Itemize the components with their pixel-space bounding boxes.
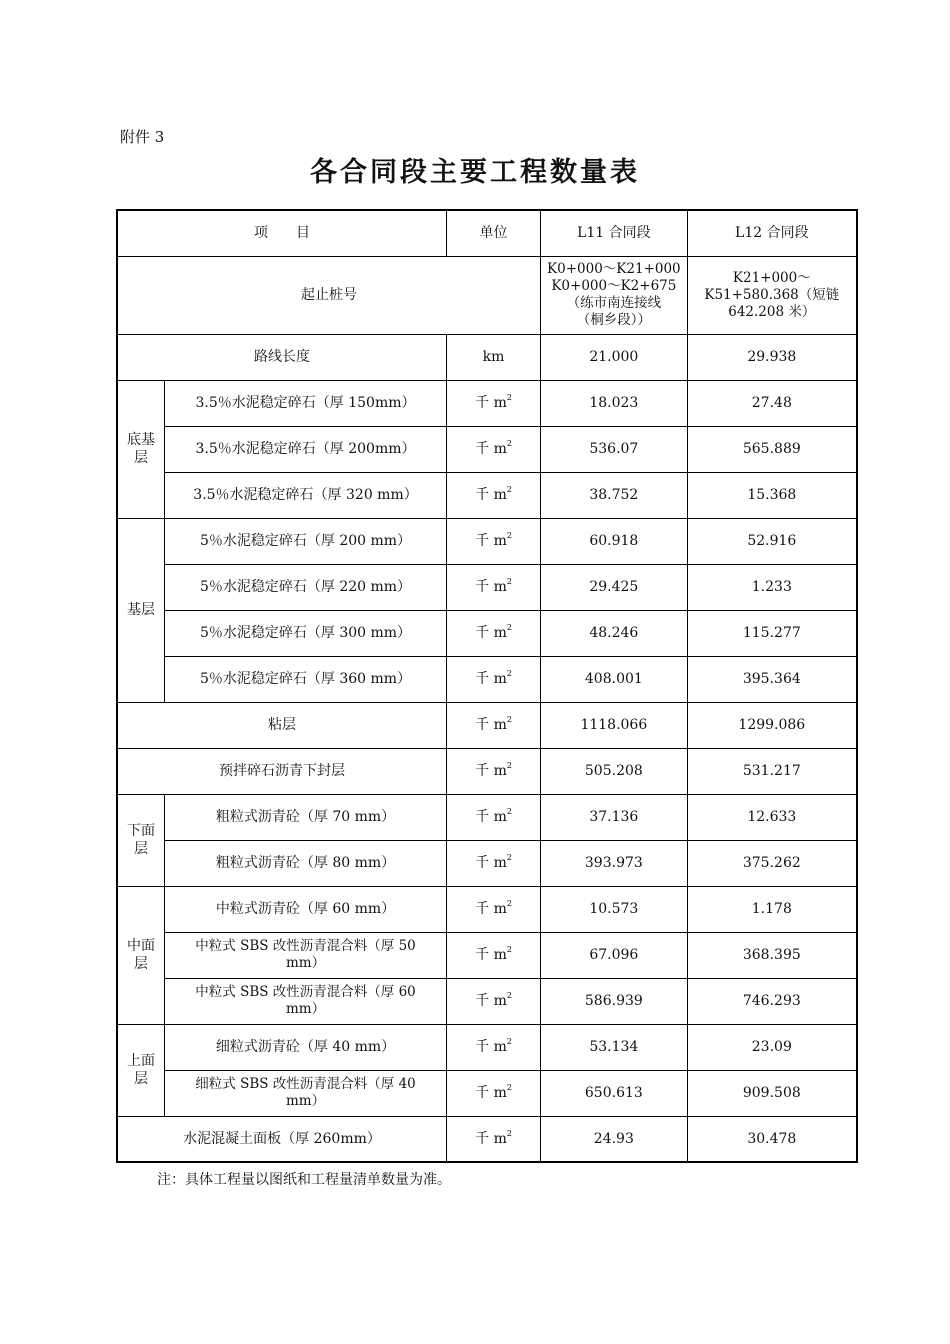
- unit-cell: [447, 656, 541, 702]
- header-l11: L11 合同段: [541, 210, 688, 256]
- unit-cell: [447, 1116, 541, 1162]
- unit-cell: [447, 518, 541, 564]
- l11-cell: 18.023: [541, 380, 688, 426]
- l12-cell: 15.368: [687, 472, 857, 518]
- table-row: [117, 1070, 857, 1116]
- unit-exponent: 2: [506, 1128, 512, 1138]
- item-cell: 3.5％水泥稳定碎石（厚 200mm）: [165, 426, 447, 472]
- item-cell: 粘层: [117, 702, 447, 748]
- table-row: [117, 794, 857, 840]
- unit-exponent: 2: [506, 393, 512, 402]
- unit-exponent: 2: [506, 899, 512, 908]
- unit-cell: [447, 932, 541, 978]
- unit-cell: [447, 1070, 541, 1116]
- l11-cell: 586.939: [541, 978, 688, 1024]
- item-cell: 细粒式沥青砼（厚 40 mm）: [165, 1024, 447, 1070]
- unit-cell: [447, 840, 541, 886]
- group-subbase: 底基层: [117, 380, 165, 518]
- l12-cell: 531.217: [687, 748, 857, 794]
- unit-text: 千 m: [475, 947, 507, 963]
- unit-text: 千 m: [475, 487, 507, 503]
- table-row: [117, 1024, 857, 1070]
- unit-cell: [447, 886, 541, 932]
- attachment-label: 附件 3: [120, 128, 165, 146]
- length-l12: 29.938: [687, 334, 857, 380]
- unit-exponent: 2: [506, 623, 512, 632]
- unit-exponent: 2: [506, 439, 512, 448]
- l11-cell: 38.752: [541, 472, 688, 518]
- unit-cell: [447, 794, 541, 840]
- unit-exponent: 2: [506, 853, 512, 862]
- item-cell: 中粒式 SBS 改性沥青混合料（厚 50 mm）: [165, 932, 447, 978]
- item-cell: 中粒式沥青砼（厚 60 mm）: [165, 886, 447, 932]
- l12-cell: 368.395: [687, 932, 857, 978]
- unit-text: 千 m: [475, 1039, 507, 1055]
- item-cell: 3.5％水泥稳定碎石（厚 150mm）: [165, 380, 447, 426]
- group-base: 基层: [117, 518, 165, 702]
- footnote: 注：具体工程量以图纸和工程量清单数量为准。: [157, 1172, 451, 1188]
- item-cell: 细粒式 SBS 改性沥青混合料（厚 40 mm）: [165, 1070, 447, 1116]
- unit-exponent: 2: [506, 1037, 512, 1046]
- group-lower: 下面层: [117, 794, 165, 886]
- l12-cell: 1.178: [687, 886, 857, 932]
- unit-cell: [447, 1024, 541, 1070]
- pile-row: [117, 256, 857, 334]
- table-row: [117, 840, 857, 886]
- unit-exponent: 2: [506, 485, 512, 494]
- l12-cell: 23.09: [687, 1024, 857, 1070]
- group-upper: 上面层: [117, 1024, 165, 1116]
- table-row: [117, 748, 857, 794]
- l12-cell: 746.293: [687, 978, 857, 1024]
- unit-exponent: 2: [506, 1083, 512, 1092]
- unit-text: 千 m: [475, 763, 507, 779]
- unit-text: 千 m: [475, 901, 507, 917]
- l11-cell: 60.918: [541, 518, 688, 564]
- unit-exponent: 2: [506, 669, 512, 678]
- unit-text: 千 m: [475, 441, 507, 457]
- pile-l12: K21+000～ K51+580.368（短链 642.208 米）: [687, 256, 857, 334]
- table-row: [117, 426, 857, 472]
- l11-cell: 29.425: [541, 564, 688, 610]
- table-row: [117, 932, 857, 978]
- item-cell: 水泥混凝土面板（厚 260mm）: [117, 1116, 447, 1162]
- unit-text: 千 m: [475, 395, 507, 411]
- unit-text: 千 m: [475, 533, 507, 549]
- length-label: 路线长度: [117, 334, 447, 380]
- table-row: [117, 518, 857, 564]
- l11-cell: 393.973: [541, 840, 688, 886]
- l11-cell: 24.93: [541, 1116, 688, 1162]
- header-item: 项 目: [117, 210, 447, 256]
- unit-cell: [447, 702, 541, 748]
- l11-cell: 536.07: [541, 426, 688, 472]
- l12-cell: 909.508: [687, 1070, 857, 1116]
- header-l12: L12 合同段: [687, 210, 857, 256]
- l11-cell: 505.208: [541, 748, 688, 794]
- l11-cell: 67.096: [541, 932, 688, 978]
- l12-cell: 30.478: [687, 1116, 857, 1162]
- unit-exponent: 2: [506, 945, 512, 954]
- unit-exponent: 2: [506, 807, 512, 816]
- l11-cell: 408.001: [541, 656, 688, 702]
- l12-cell: 565.889: [687, 426, 857, 472]
- l12-cell: 1299.086: [687, 702, 857, 748]
- l11-cell: 10.573: [541, 886, 688, 932]
- l11-cell: 1118.066: [541, 702, 688, 748]
- l12-cell: 1.233: [687, 564, 857, 610]
- item-cell: 5％水泥稳定碎石（厚 360 mm）: [165, 656, 447, 702]
- header-unit: 单位: [447, 210, 541, 256]
- l12-cell: 27.48: [687, 380, 857, 426]
- table-row: [117, 564, 857, 610]
- unit-text: 千 m: [475, 993, 507, 1009]
- item-cell: 中粒式 SBS 改性沥青混合料（厚 60 mm）: [165, 978, 447, 1024]
- unit-text: 千 m: [475, 579, 507, 595]
- item-cell: 5％水泥稳定碎石（厚 220 mm）: [165, 564, 447, 610]
- l11-cell: 53.134: [541, 1024, 688, 1070]
- unit-text: 千 m: [475, 717, 507, 733]
- quantity-table: [116, 209, 858, 1163]
- table-row: [117, 380, 857, 426]
- unit-cell: [447, 610, 541, 656]
- l11-cell: 650.613: [541, 1070, 688, 1116]
- unit-cell: [447, 564, 541, 610]
- unit-cell: [447, 380, 541, 426]
- unit-text: 千 m: [475, 809, 507, 825]
- pile-label: 起止桩号: [117, 256, 541, 334]
- l12-cell: 52.916: [687, 518, 857, 564]
- item-cell: 5％水泥稳定碎石（厚 300 mm）: [165, 610, 447, 656]
- unit-text: 千 m: [475, 625, 507, 641]
- item-cell: 3.5％水泥稳定碎石（厚 320 mm）: [165, 472, 447, 518]
- item-cell: 粗粒式沥青砼（厚 80 mm）: [165, 840, 447, 886]
- unit-text: 千 m: [475, 1130, 507, 1147]
- table-row: [117, 886, 857, 932]
- l11-cell: 37.136: [541, 794, 688, 840]
- unit-exponent: 2: [506, 991, 512, 1000]
- unit-exponent: 2: [506, 577, 512, 586]
- table-row: [117, 978, 857, 1024]
- unit-cell: [447, 472, 541, 518]
- unit-text: 千 m: [475, 855, 507, 871]
- item-cell: 5％水泥稳定碎石（厚 200 mm）: [165, 518, 447, 564]
- item-cell: 粗粒式沥青砼（厚 70 mm）: [165, 794, 447, 840]
- l11-cell: 48.246: [541, 610, 688, 656]
- unit-text: 千 m: [475, 1085, 507, 1101]
- unit-cell: [447, 748, 541, 794]
- unit-exponent: 2: [506, 761, 512, 770]
- header-row: [117, 210, 857, 256]
- unit-exponent: 2: [506, 715, 512, 724]
- unit-cell: [447, 978, 541, 1024]
- l12-cell: 115.277: [687, 610, 857, 656]
- table-row: [117, 656, 857, 702]
- unit-text: 千 m: [475, 671, 507, 687]
- length-row: [117, 334, 857, 380]
- unit-cell: [447, 426, 541, 472]
- l12-cell: 395.364: [687, 656, 857, 702]
- item-cell: 预拌碎石沥青下封层: [117, 748, 447, 794]
- unit-exponent: 2: [506, 531, 512, 540]
- pile-l11: K0+000～K21+000 K0+000～K2+675 （练市南连接线 （桐乡段））: [541, 256, 688, 334]
- table-row: [117, 610, 857, 656]
- length-l11: 21.000: [541, 334, 688, 380]
- page-title: 各合同段主要工程数量表: [310, 157, 640, 188]
- l12-cell: 375.262: [687, 840, 857, 886]
- l12-cell: 12.633: [687, 794, 857, 840]
- table-row: [117, 472, 857, 518]
- group-middle: 中面层: [117, 886, 165, 1024]
- table-row: [117, 1116, 857, 1162]
- table-row: [117, 702, 857, 748]
- length-unit: km: [447, 334, 541, 380]
